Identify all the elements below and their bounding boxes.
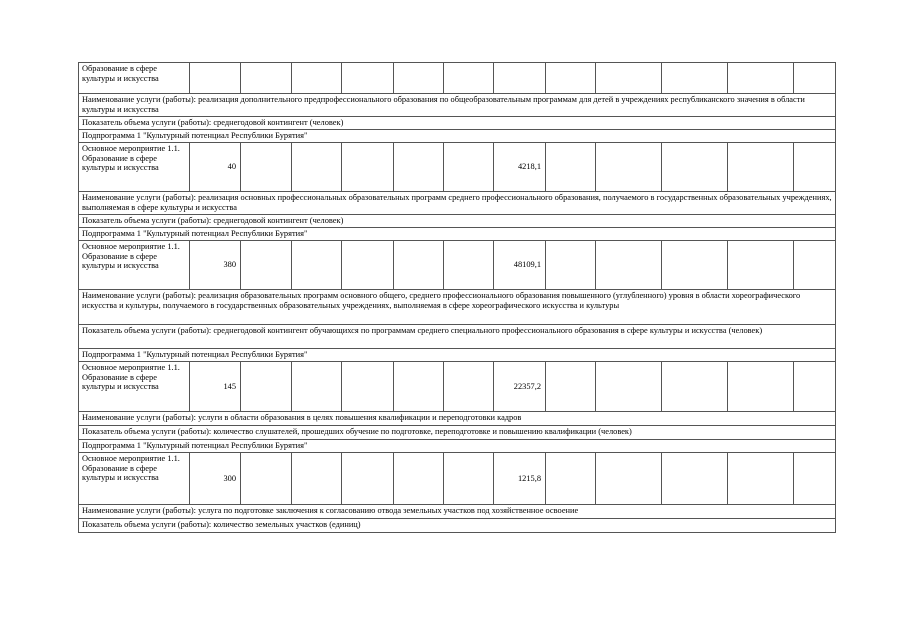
value-cell bbox=[444, 453, 494, 505]
value-cell bbox=[494, 63, 546, 94]
value-cell bbox=[444, 63, 494, 94]
subprogram-cell: Подпрограмма 1 "Культурный потенциал Республики Бурятия" bbox=[79, 349, 836, 362]
subprogram-cell: Подпрограмма 1 "Культурный потенциал Республики Бурятия" bbox=[79, 130, 836, 143]
value-cell bbox=[241, 453, 292, 505]
service-name-cell: Наименование услуги (работы): услуга по подготовке заключения к согласованию отвода земельных участков под хозяйственное освоение bbox=[79, 505, 836, 519]
value-cell bbox=[794, 241, 836, 290]
value-cell bbox=[794, 362, 836, 412]
value-cell bbox=[596, 241, 662, 290]
table-row bbox=[79, 426, 836, 440]
table-row bbox=[79, 349, 836, 362]
value-cell bbox=[342, 63, 394, 94]
value-cell: 300 bbox=[190, 453, 241, 505]
value-cell bbox=[394, 453, 444, 505]
table-row bbox=[79, 94, 836, 117]
table-row bbox=[79, 453, 836, 505]
value-cell bbox=[596, 453, 662, 505]
value-cell: 380 bbox=[190, 241, 241, 290]
value-cell bbox=[596, 143, 662, 192]
value-cell: 4218,1 bbox=[494, 143, 546, 192]
value-cell bbox=[444, 143, 494, 192]
indicator-cell: Показатель объема услуги (работы): количество земельных участков (единиц) bbox=[79, 519, 836, 533]
service-name-cell: Наименование услуги (работы): реализация основных профессиональных образовательных программ среднего профессионального образования, получаемого в государственных образовательных учреждениях, выполняемая в сфере культуры и искусства bbox=[79, 192, 836, 215]
table-row bbox=[79, 241, 836, 290]
table-row bbox=[79, 228, 836, 241]
row-name-cell: Основное мероприятие 1.1. Образование в сфере культуры и искусства bbox=[79, 362, 190, 412]
value-cell bbox=[342, 362, 394, 412]
value-cell bbox=[662, 241, 728, 290]
value-cell bbox=[394, 362, 444, 412]
table-row bbox=[79, 130, 836, 143]
value-cell bbox=[394, 63, 444, 94]
value-cell bbox=[546, 453, 596, 505]
services-table bbox=[78, 62, 836, 533]
table-row bbox=[79, 290, 836, 325]
value-cell bbox=[444, 362, 494, 412]
value-cell bbox=[394, 241, 444, 290]
value-cell: 22357,2 bbox=[494, 362, 546, 412]
value-cell bbox=[292, 143, 342, 192]
value-cell bbox=[292, 63, 342, 94]
service-name-cell: Наименование услуги (работы): реализация дополнительного предпрофессионального образования по общеобразовательным программам для детей в учреждениях республиканского значения в области культуры и искусства bbox=[79, 94, 836, 117]
subprogram-cell: Подпрограмма 1 "Культурный потенциал Республики Бурятия" bbox=[79, 440, 836, 453]
table-row bbox=[79, 412, 836, 426]
value-cell: 1215,8 bbox=[494, 453, 546, 505]
value-cell bbox=[794, 63, 836, 94]
table-row bbox=[79, 519, 836, 533]
row-name-cell: Основное мероприятие 1.1. Образование в сфере культуры и искусства bbox=[79, 241, 190, 290]
value-cell bbox=[292, 453, 342, 505]
indicator-cell: Показатель объема услуги (работы): среднегодовой контингент (человек) bbox=[79, 215, 836, 228]
value-cell bbox=[662, 453, 728, 505]
value-cell bbox=[444, 241, 494, 290]
value-cell bbox=[241, 241, 292, 290]
row-name-cell: Основное мероприятие 1.1. Образование в сфере культуры и искусства bbox=[79, 143, 190, 192]
value-cell bbox=[794, 143, 836, 192]
value-cell bbox=[596, 63, 662, 94]
table-row bbox=[79, 192, 836, 215]
value-cell bbox=[728, 143, 794, 192]
value-cell bbox=[662, 143, 728, 192]
table-row bbox=[79, 117, 836, 130]
value-cell bbox=[546, 143, 596, 192]
value-cell bbox=[662, 362, 728, 412]
table-row bbox=[79, 143, 836, 192]
value-cell bbox=[292, 362, 342, 412]
table-row bbox=[79, 440, 836, 453]
value-cell bbox=[190, 63, 241, 94]
value-cell bbox=[241, 143, 292, 192]
row-name-cell: Образование в сфере культуры и искусства bbox=[79, 63, 190, 94]
value-cell bbox=[342, 241, 394, 290]
table-row bbox=[79, 215, 836, 228]
table-row bbox=[79, 63, 836, 94]
value-cell bbox=[728, 453, 794, 505]
service-name-cell: Наименование услуги (работы): реализация образовательных программ основного общего, среднего профессионального образования повышенного (углубленного) уровня в области хореографического искусства и культуры, получаемого в государственных образовательных учреждениях, выполняемая в сфере хореографического искусства и культуры bbox=[79, 290, 836, 325]
value-cell bbox=[596, 362, 662, 412]
value-cell bbox=[794, 453, 836, 505]
value-cell: 40 bbox=[190, 143, 241, 192]
value-cell bbox=[394, 143, 444, 192]
value-cell bbox=[241, 63, 292, 94]
value-cell bbox=[728, 63, 794, 94]
table-row bbox=[79, 325, 836, 349]
value-cell bbox=[292, 241, 342, 290]
indicator-cell: Показатель объема услуги (работы): среднегодовой контингент (человек) bbox=[79, 117, 836, 130]
value-cell bbox=[546, 362, 596, 412]
value-cell bbox=[728, 241, 794, 290]
value-cell: 145 bbox=[190, 362, 241, 412]
value-cell bbox=[546, 63, 596, 94]
value-cell bbox=[241, 362, 292, 412]
row-name-cell: Основное мероприятие 1.1. Образование в сфере культуры и искусства bbox=[79, 453, 190, 505]
indicator-cell: Показатель объема услуги (работы): количество слушателей, прошедших обучение по подготовке, переподготовке и повышению квалификации (человек) bbox=[79, 426, 836, 440]
value-cell bbox=[342, 453, 394, 505]
indicator-cell: Показатель объема услуги (работы): среднегодовой контингент обучающихся по программам среднего специального профессионального образования в сфере культуры и искусства (человек) bbox=[79, 325, 836, 349]
value-cell bbox=[342, 143, 394, 192]
service-name-cell: Наименование услуги (работы): услуги в области образования в целях повышения квалификации и переподготовки кадров bbox=[79, 412, 836, 426]
subprogram-cell: Подпрограмма 1 "Культурный потенциал Республики Бурятия" bbox=[79, 228, 836, 241]
value-cell bbox=[728, 362, 794, 412]
value-cell bbox=[546, 241, 596, 290]
table-row bbox=[79, 505, 836, 519]
value-cell bbox=[662, 63, 728, 94]
table-row bbox=[79, 362, 836, 412]
value-cell: 48109,1 bbox=[494, 241, 546, 290]
